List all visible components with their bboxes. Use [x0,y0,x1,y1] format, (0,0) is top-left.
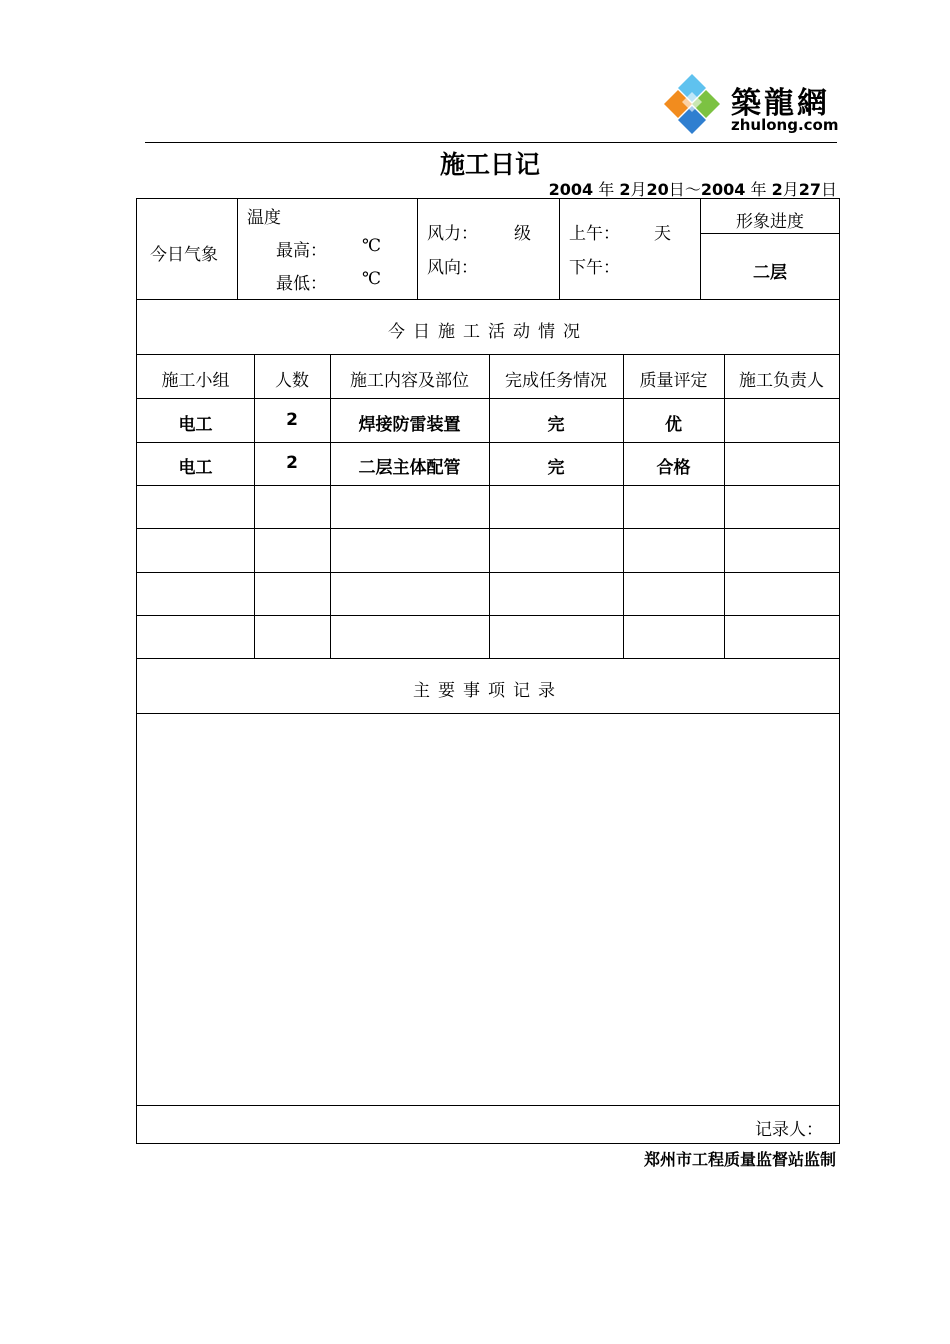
table-cell: 合格 [656,458,691,478]
issuer-footer: 郑州市工程质量监督站监制 [643,1150,836,1169]
table-cell: 2 [286,410,298,430]
morning-label: 上午： [569,224,620,244]
day-char: 日 [820,180,837,199]
column-header-headcount: 人数 [275,371,309,391]
activity-section-title: 今日施工活动情况 [388,322,588,342]
logo-name-cn: 築龍網 [731,86,830,121]
temp-low-unit: ℃ [362,269,382,289]
grid-line [489,354,490,658]
zhulong-logo-icon [658,72,726,140]
temp-high-label: 最高： [276,241,327,261]
grid-line [724,354,725,658]
column-header-quality: 质量评定 [639,371,708,391]
end-month: 2 [771,180,783,199]
grid-line [137,398,839,399]
start-day: 20 [646,180,669,199]
date-separator: ～ [684,180,701,199]
table-cell: 焊接防雷装置 [358,415,461,435]
grid-line [623,354,624,658]
table-cell: 优 [665,415,682,435]
year-char: 年 [750,180,767,199]
wind-force-unit: 级 [514,224,531,244]
table-cell: 完 [547,415,565,435]
grid-line [700,233,840,234]
recorder-label: 记录人： [755,1120,823,1140]
afternoon-label: 下午： [569,258,620,278]
diary-form [136,198,840,1144]
date-range [549,177,837,200]
table-cell: 电工 [178,458,213,478]
progress-label: 形象进度 [736,212,804,232]
progress-value: 二层 [753,263,787,283]
table-cell: 二层主体配管 [358,458,461,478]
start-year: 2004 [548,180,594,199]
records-section-title: 主要事项记录 [413,681,563,701]
table-cell: 2 [286,453,298,473]
day-char: 日 [668,180,685,199]
grid-line [137,528,839,529]
grid-line [137,658,839,659]
temperature-label: 温度 [247,208,281,228]
end-day: 27 [798,180,821,199]
end-year: 2004 [700,180,746,199]
column-header-completion: 完成任务情况 [505,371,607,391]
year-char: 年 [598,180,615,199]
records-area [137,714,839,1104]
temp-high-unit: ℃ [362,236,382,256]
table-cell: 电工 [178,415,213,435]
month-char: 月 [782,180,799,199]
column-header-content: 施工内容及部位 [350,371,469,391]
temp-low-label: 最低： [276,274,327,294]
morning-unit: 天 [654,224,671,244]
grid-line [559,199,560,299]
grid-line [417,199,418,299]
wind-force-label: 风力： [427,224,478,244]
grid-line [137,485,839,486]
grid-line [137,1105,839,1106]
page-title: 施工日记 [439,150,540,179]
zhulong-logo [658,72,838,142]
grid-line [137,354,839,355]
grid-line [137,572,839,573]
wind-direction-label: 风向： [427,258,478,278]
grid-line [137,615,839,616]
column-header-supervisor: 施工负责人 [739,371,824,391]
column-header-team: 施工小组 [161,371,230,391]
grid-line [237,199,238,299]
grid-line [137,442,839,443]
table-cell: 完 [547,458,565,478]
weather-label: 今日气象 [150,245,218,265]
grid-line [330,354,331,658]
start-month: 2 [619,180,631,199]
month-char: 月 [630,180,647,199]
grid-line [137,299,839,300]
grid-line [254,354,255,658]
header-rule [145,142,837,143]
logo-domain: zhulong.com [731,116,839,134]
